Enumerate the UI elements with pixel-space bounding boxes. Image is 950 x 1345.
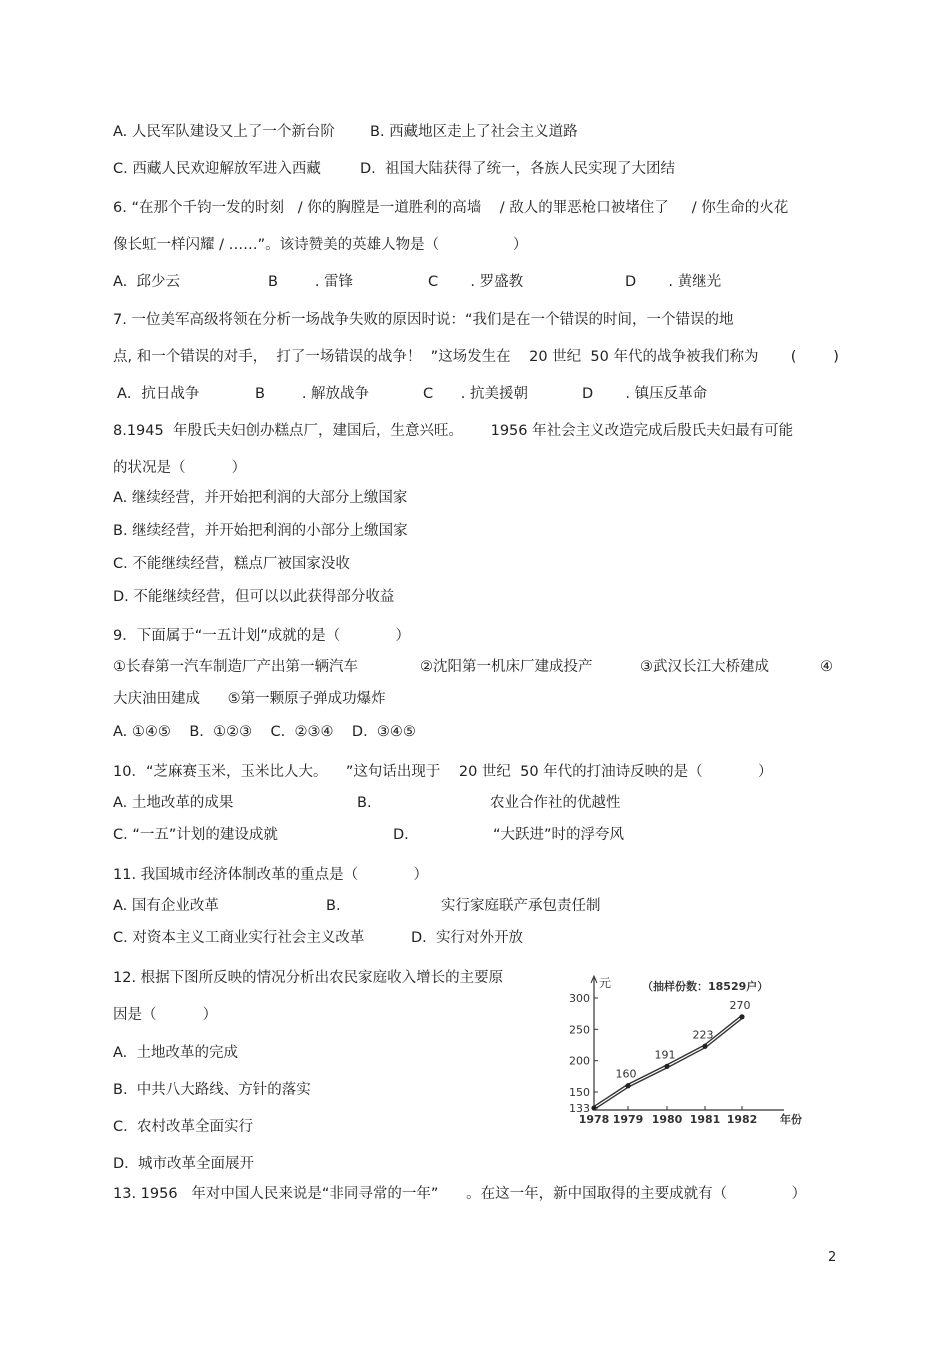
q10-option-a: A. 土地改革的成果 <box>113 795 234 811</box>
q11-option-b-text: 实行家庭联产承包责任制 <box>441 898 601 914</box>
x-tick-label: 1982 <box>726 1113 758 1126</box>
data-point <box>664 1064 669 1069</box>
y-tick-label: 150 <box>569 1086 590 1099</box>
income-series-line <box>594 1017 742 1108</box>
x-tick-label: 1981 <box>689 1113 721 1126</box>
q8-option-d: D. 不能继续经营，但可以以此获得部分收益 <box>113 589 395 605</box>
x-tick-label: 1979 <box>612 1113 644 1126</box>
data-label: 270 <box>729 998 751 1012</box>
y-tick-label: 300 <box>569 992 590 1005</box>
x-tick-label: 1978 <box>578 1113 610 1126</box>
q6-option-d: D . 黄继光 <box>625 274 722 290</box>
q8-option-a: A. 继续经营，并开始把利润的大部分上缴国家 <box>113 490 408 506</box>
q5-option-d: D. 祖国大陆获得了统一，各族人民实现了大团结 <box>360 161 675 177</box>
q12-option-a: A. 土地改革的完成 <box>113 1045 238 1061</box>
q10-option-d-text: “大跃进”时的浮夸风 <box>493 827 625 843</box>
q8-stem-line1: 8.1945 年殷氏夫妇创办糕点厂，建国后，生意兴旺。 1956 年社会主义改造完成后殷氏夫妇最有可能 <box>113 423 794 439</box>
data-label: 191 <box>654 1048 676 1062</box>
q8-option-b: B. 继续经营，并开始把利润的小部分上缴国家 <box>113 523 408 539</box>
q9-item-3: ③武汉长江大桥建成 <box>640 659 769 675</box>
q9-items-line2: 大庆油田建成 ⑤第一颗原子弹成功爆炸 <box>113 691 386 707</box>
q7-option-d: D . 镇压反革命 <box>582 386 708 402</box>
q13-stem: 13. 1956 年对中国人民来说是“非同寻常的一年” 。在这一年，新中国取得的主要成就有（ ） <box>113 1186 807 1202</box>
q9-item-2: ②沈阳第一机床厂建成投产 <box>420 659 593 675</box>
q10-option-b-letter: B. <box>357 795 372 811</box>
q6-stem-line1: 6. “在那个千钧一发的时刻 / 你的胸膛是一道胜利的高墙 / 敌人的罪恶枪口被堵住了 / 你生命的火花 <box>113 200 789 216</box>
q5-option-c: C. 西藏人民欢迎解放军进入西藏 <box>113 161 321 177</box>
q8-option-c: C. 不能继续经营，糕点厂被国家没收 <box>113 556 350 572</box>
q7-stem-line2: 点, 和一个错误的对手， 打了一场错误的战争！ ”这场发生在 20 世纪 50 年代的战争被我们称为 ( ) <box>113 349 839 365</box>
q6-option-a: A. 邱少云 <box>113 274 180 290</box>
y-axis-label: 元 <box>599 976 612 990</box>
chart-title: （抽样份数：18529户） <box>642 980 769 993</box>
y-tick-label: 250 <box>569 1023 590 1037</box>
q9-stem: 9．下面属于“一五计划”成就的是（ ） <box>113 628 411 644</box>
q12-stem-line2: 因是（ ） <box>113 1007 218 1023</box>
q11-option-a: A. 国有企业改革 <box>113 898 219 914</box>
data-point <box>739 1014 744 1019</box>
q10-option-c: C. “一五”计划的建设成就 <box>113 827 278 843</box>
data-label: 223 <box>692 1028 714 1042</box>
q9-item-4: ④ <box>820 659 833 675</box>
q10-option-b-text: 农业合作社的优越性 <box>490 795 621 811</box>
income-line-chart <box>556 970 816 1132</box>
q11-option-c: C. 对资本主义工商业实行社会主义改革 <box>113 930 365 946</box>
q7-option-a: A．抗日战争 <box>117 386 200 402</box>
q7-option-c: C . 抗美援朝 <box>423 386 528 402</box>
q7-option-b: B . 解放战争 <box>255 386 370 402</box>
x-axis-label: 年份 <box>780 1113 802 1126</box>
data-label: 160 <box>615 1067 637 1081</box>
y-tick-label: 133 <box>569 1102 590 1115</box>
q12-stem-line1: 12. 根据下图所反映的情况分析出农民家庭收入增长的主要原 <box>113 970 504 986</box>
q6-option-b: B . 雷锋 <box>268 274 354 290</box>
q11-option-d: D. 实行对外开放 <box>411 930 523 946</box>
q12-option-d: D. 城市改革全面展开 <box>113 1156 254 1172</box>
q11-stem: 11. 我国城市经济体制改革的重点是（ ） <box>113 867 428 883</box>
q9-options: A. ①④⑤ B. ①②③ C. ②③④ D. ③④⑤ <box>113 724 416 740</box>
q10-option-d-letter: D. <box>393 827 409 843</box>
q6-option-c: C . 罗盛教 <box>428 274 524 290</box>
q7-stem-line1: 7. 一位美军高级将领在分析一场战争失败的原因时说：“我们是在一个错误的时间，一个错误的地 <box>113 312 734 328</box>
q12-option-c: C. 农村改革全面实行 <box>113 1119 253 1135</box>
q6-stem-line2: 像长虹一样闪耀 / ……”。该诗赞美的英雄人物是（ ） <box>113 237 528 253</box>
data-point <box>625 1083 630 1088</box>
q5-option-b: B. 西藏地区走上了社会主义道路 <box>370 124 578 140</box>
q12-option-b: B. 中共八大路线、方针的落实 <box>113 1082 311 1098</box>
q9-item-1: ①长春第一汽车制造厂产出第一辆汽车 <box>113 659 358 675</box>
data-point <box>702 1044 707 1049</box>
q8-stem-line2: 的状况是（ ） <box>113 460 247 476</box>
x-tick-label: 1980 <box>651 1113 683 1126</box>
y-tick-label: 200 <box>569 1054 590 1068</box>
q11-option-b-letter: B. <box>326 898 341 914</box>
page-number: 2 <box>828 1250 837 1265</box>
q10-stem: 10．“芝麻赛玉米，玉米比人大。 ”这句话出现于 20 世纪 50 年代的打油诗反映的是（ ） <box>113 764 773 780</box>
q5-option-a: A. 人民军队建设又上了一个新台阶 <box>113 124 335 140</box>
data-point <box>591 1105 596 1110</box>
